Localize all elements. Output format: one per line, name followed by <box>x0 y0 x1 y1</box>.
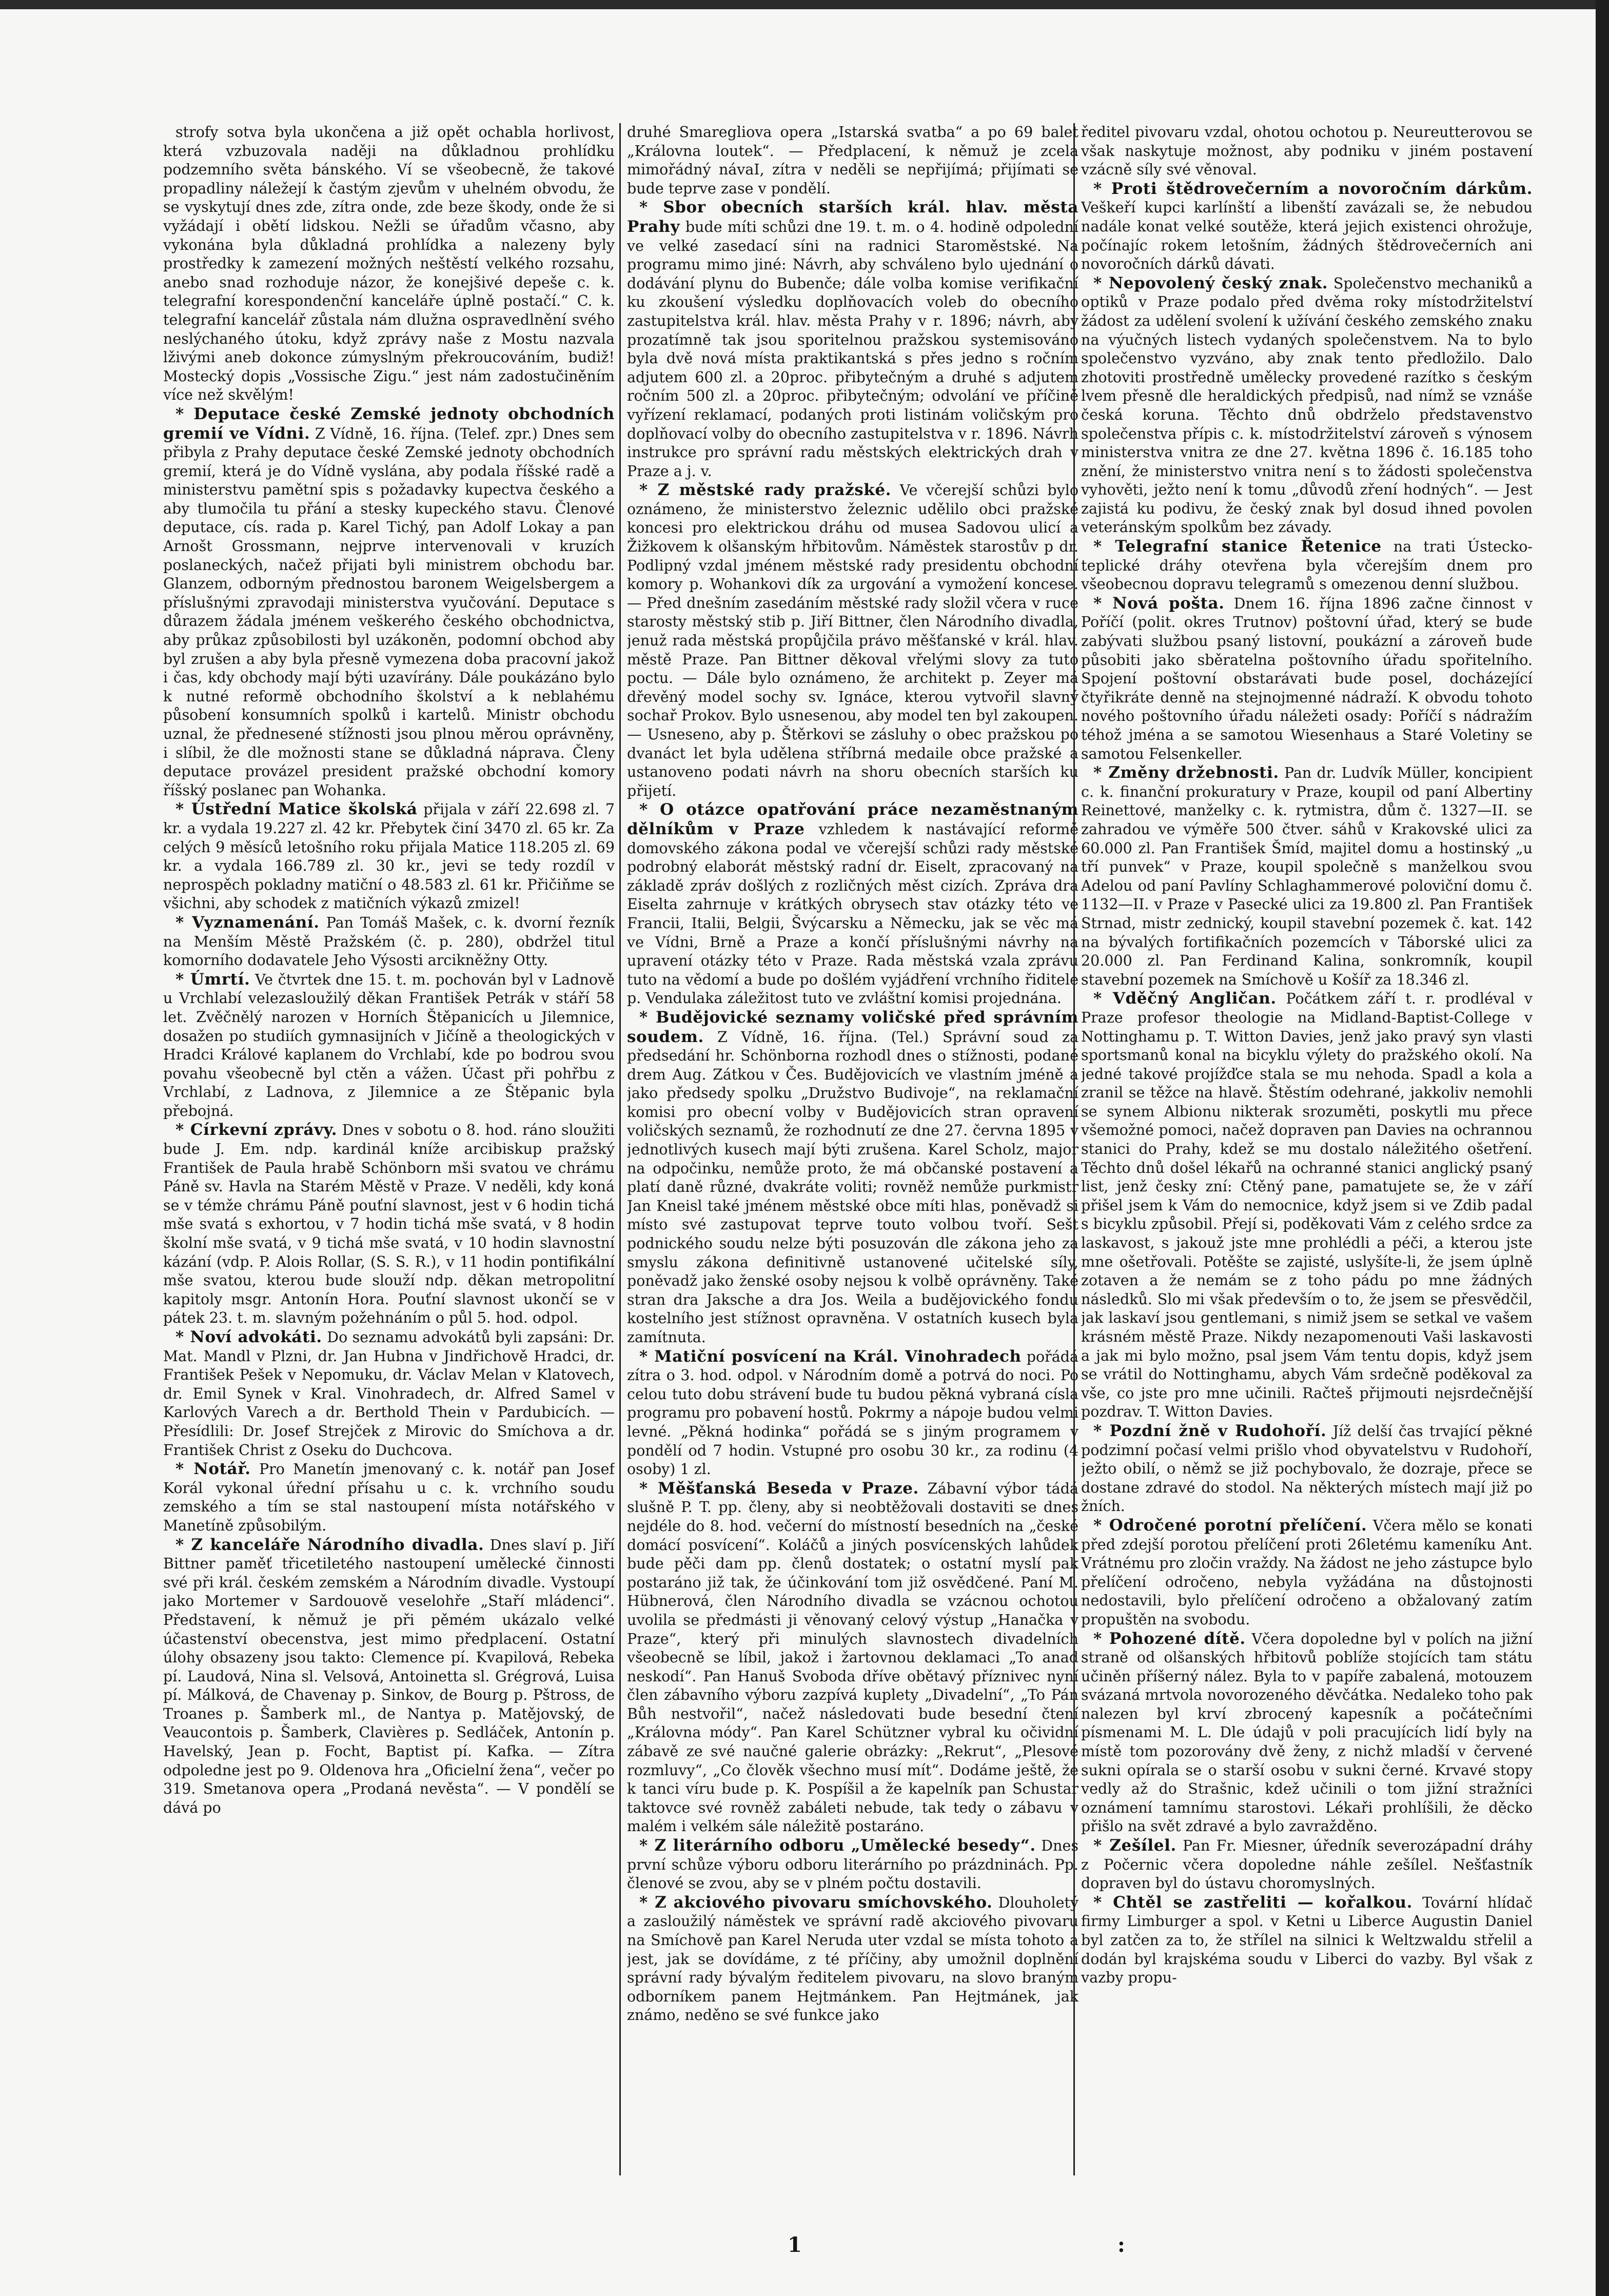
article-text: Pro Manetín jmenovaný c. k. notář pan Josef Korál vykonal úřední přísahu u c. k. vrchního soudu zemského a tím se stal nastoupení místa notářského v Manetíně způsobilým. <box>163 1461 615 1534</box>
scan-top-edge <box>0 0 1609 9</box>
article-text: Počátkem září t. r. prodléval v Praze profesor theologie na Midland-Baptist-College v Nottinghamu p. T. Witton Davies, jenž jako pravý syn vlasti sportsmanů konal na bicyklu výlety do pražského okolí. Na jedné takové projížďce stala se mu nehoda. Spadl a kola a zranil se těžce na hlavě. Štěstím odehrané, jakkoliv nemohli se synem Albionu nikterak srozuměti, poskytli mu přece všemožné pomoci, načež dopraven pan Davies na ochrannou stanici do Prahy, kdež se mu dostalo náležitého ošetření. Těchto dnů došel lékařů na ochranné stanici anglický psaný list, jenž česky zní: Ctěný pane, pamatujete se, že v září přišel jsem k Vám do nemocnice, když jsem si ve Zdib padal s bicyklu způsobil. Přejí si, poděkovati Vám z celého srdce za laskavost, s jakouž jste mne prohlédli a péči, a kterou jste mne ošetřovali. Potěšte se zajisté, usly​šíte-li, že jsem úplně zotaven a že nemám se z toho pádu po mne žádných následků. Slo mi však především o to, že jsem se přesvědčil, jak laskaví jsou gentlemani, s nimiž jsem se setkal ve vašem krásném městě Praze. Nikdy nezapomenouti Vaši laskavosti a jak mi bylo možno, psal jsem Vám tentu dopis, když jsem se vrátil do Nottinghamu, abych Vám srdečně poděkoval za vše, co jste pro mne učinili. Račteš přijmouti nejsrdečnější pozdrav. T. Witton Davies. <box>1081 990 1533 1421</box>
article-text: Společenstvo mechaniků a optiků v Praze podalo před dvěma roky místodržitelství žádost za udělení svolení k užívání českého zemského znaku na výučných listech vydaných společenstvem. Na to bylo společenstvo vyzváno, aby znak tento předložilo. Dalo zhotoviti prostředně umělecky provedené razítko s českým lvem přesně dle heraldických předpisů, nad nímž se vznáše česká koruna. Těchto dnů obdrželo představenstvo společenstva přípis c. k. místodržitelství zároveň s výnosem ministerstva vnitra ze dne 27. května 1896 č. 16.185 toho znění, že ministerstvo vnitra není s to žádosti společenstva vyhověti, ježto není k tomu „důvodů zření hodných“. — Jest zajistá ku podivu, že český znak byl dosud ihned povolen veteránským spolkům bez závady. <box>1081 274 1533 536</box>
article-paragraph <box>627 1008 1078 1347</box>
article-headline: * Odročené porotní přelíčení. <box>1093 1516 1367 1535</box>
article-headline: * Nová pošta. <box>1093 594 1225 613</box>
article-text: Tovární hlídač firmy Limburger a spol. v Ketni u Liberce Augustin Daniel byl zatčen za to, že střílel na silnici k Weltzwaldu střelil a dodán byl krajskéma soudu v Liberci do vazby. Byl však z vazby propu- <box>1081 1894 1533 1987</box>
article-paragraph <box>163 970 615 1121</box>
article-paragraph <box>163 123 615 405</box>
article-text: Z Vídně, 16. října. (Telef. zpr.) Dnes sem přibyla z Prahy deputace české Zemské jednoty obchodních gremií, která je do Vídně vyslána, aby podala říšské radě a ministerstvu pamětní spis s požadavky kupectva českého a aby tlumočila tu přání a stesky kupeckého stavu. Členové deputace, cís. rada p. Karel Tichý, pan Adolf Lokay a pan Arnošt Grossmann, nejprve intervenovali v kruzích poslaneckých, načež přijati byli ministrem obchodu bar. Glanzem, odborným přednostou baronem Weigelsbergem a příslušnými zpravodaji ministerstva vyučování. Deputace s důrazem žádala jménem veškerého českého obchodnictva, aby průkaz způsobilosti byl uzákoněn, podomní obchod aby byl zrušen a aby byla přesně vymezena doba pracovní jakož i čas, kdy obchody mají býti uzavírány. Dále poukázáno bylo k nutné reformě obchodního školství a k neblahému působení konsumních spolků i kartelů. Ministr obchodu uznal, že přednesené stížnosti jsou plnou měrou oprávněny, i slíbil, že dle možnosti stane se důkladná náprava. Členy deputace provázel president pražské obchodní komory říšský poslanec pan Wohanka. <box>163 425 615 799</box>
folio-mark: : <box>1117 2233 1125 2257</box>
article-text: Pan Tomáš Mašek, c. k. dvorní řezník na Menším Městě Pražském (č. p. 280), obdržel titul komorního dodavatele Jeho Výsosti arcikněžny Otty. <box>163 914 615 969</box>
article-headline: * Úmrtí. <box>175 970 250 989</box>
article-text: Do seznamu advokátů byli zapsáni: Dr. Mat. Mandl v Plzni, dr. Jan Hubna v Jindřichově Hradci, dr. František Pešek v Nepomuku, dr. Václav Melan v Klatovech, dr. Emil Synek v Kral. Vinohradech, dr. Alfred Samel v Karlových Varech a dr. Berthold Thein v Pardubicích. — Přesídlili: Dr. Josef Strejček z Mirovic do Smíchova a dr. František Christ z Oseku do Duchcova. <box>163 1329 615 1459</box>
article-paragraph <box>627 800 1078 1008</box>
article-text: ředitel pivovaru vzdal, ohotou ochotou p. Neureutterovou se však naskytuje možnost, aby podniku v jiném postavení vzácně síly své věnoval. <box>1081 124 1533 179</box>
scan-right-edge <box>1596 0 1609 2296</box>
article-headline: * O otázce opatřování práce nezaměstnaným dělníkům v Praze <box>627 800 1078 838</box>
article-text: Pan dr. Ludvík Müller, koncipient c. k. finanční prokuratury v Praze, koupil od paní Albertiny Reinettové, manželky c. k. rytmistra, dům č. 1327—II. se zahradou ve výměře 500 čtver. sáhů v Krakovské ulici za 60.000 zl. Pan František Šmíd, majitel domu a hostinský „u tří punvek“ v Praze, koupil společně s manželkou svou Adelou od paní Pavlíny Schlaghammerové poloviční domu č. 1132—II. v Praze v Pasecké ulici za 19.800 zl. Pan František Strnad, mistr zednický, koupil stavební pozemek č. kat. 142 na bývalých fortifikačních pozemcích v Táborské ulici za 20.000 zl. Pan Ferdinand Kalina, sonkromník, koupil stavební pozemek na Smíchově u Košíř za 18.346 zl. <box>1081 764 1533 988</box>
column-3 <box>1081 123 1533 2181</box>
article-paragraph <box>1081 1422 1533 1516</box>
article-headline: * Zešílel. <box>1093 1836 1176 1855</box>
article-paragraph <box>1081 1836 1533 1893</box>
article-paragraph <box>163 1536 615 1818</box>
article-text: Dnes slaví p. Jiří Bittner paměť třicetiletého nastoupení umělecké činnosti své při král. českém zemském a Národním divadle. Vystoupí jako Mortemer v Sardouově veselohře „Staří mládenci“. Představení, k němuž je při pěmém ukázalo velké účastenství obecenstva, jest mimo předplacení. Ostatní úlohy obsazeny jsou takto: Clemence pí. Kvapilová, Rebeka pí. Laudová, Nina sl. Velsová, Antoinetta sl. Grégrová, Luisa pí. Málková, de Chavenay p. Sinkov, de Bourg p. Pštross, de Troanes p. Šamberk ml., de Nantya p. Matějovský, de Veaucontois p. Šamberk, Clavières p. Sedláček, Antonín p. Havelský, Jean p. Focht, Baptist pí. Kafka. — Zítra odpoledne jest po 9. Oldenova hra „Oficielní žena“, večer po 319. Smetanova opera „Prodaná nevěsta“. — V pondělí se dává po <box>163 1536 615 1816</box>
article-text: Dnem 16. října 1896 začne činnost v Poříčí (polit. okres Trutnov) poštovní úřad, který se bude zabývati službou psaný listovní, poukázní a zároveň bude působiti jako sběratelna poštovního úřadu spořitelního. Spojení poštovní obstarávati bude posel, docházející čtyřikráte denně na stejnojmenné nádraží. K obvodu tohoto nového poštovního úřadu náležeti osady: Poříčí s nádražím téhož jména a se samotou Wiesenhaus a Staré Voletiny se samotou Felsenkeller. <box>1081 595 1533 762</box>
folio-mark: 1 <box>788 2233 802 2257</box>
column-2 <box>627 123 1078 2181</box>
article-headline: * Matiční posvícení na Král. Vinohradech <box>639 1347 1022 1366</box>
article-paragraph <box>1081 123 1533 180</box>
article-paragraph <box>627 1347 1078 1479</box>
article-paragraph <box>1081 594 1533 763</box>
article-text: na trati Ústecko-teplické dráhy otevřena byla včerejším dnem pro všeobecnou dopravu telegramů s omezenou denní službou. <box>1081 538 1533 593</box>
article-headline: * Proti štědrovečerním a novoročním dárkům. <box>1093 179 1533 198</box>
article-paragraph <box>627 1479 1078 1836</box>
article-paragraph <box>627 123 1078 198</box>
article-text: vzhledem k nastávající reformě domovského zákona podal ve včerejší schůzi rady městské podrobný elaborát městský radní dr. Eiselt, zpracovaný na základě zpráv došlých z rozličných měst cizích. Zpráva dra Eiselta zahrnuje v krátkých obrysech stav otázky této ve Francii, Italii, Belgii, Švýcarsku a Německu, jak se věc má ve Vídni, Brně a Praze a končí příslušnými návrhy na upravení otázky této v Praze. Rada městská vzala zprávu tuto na vědomí a bude po došlém vyjádření vrchního řiditele p. Vendulaka záležitost tuto ve zvláštní komisi projednána. <box>627 820 1078 1007</box>
article-paragraph <box>163 1460 615 1535</box>
article-headline: * Z literárního odboru „Umělecké besedy“. <box>639 1836 1036 1855</box>
article-headline: * Notář. <box>175 1460 251 1479</box>
article-paragraph <box>163 1121 615 1328</box>
article-text: Včera mělo se konati před zdejší porotou přelíčení proti 26letému kameníku Ant. Vrátnému pro zločin vraždy. Na žádost ne jeho zástupce bylo přelíčení odročeno, nebyla vyžádána na důstojnosti nedostavili, bylo přelíčení odročeno a obžalovaný zatím propuštěn na svobodu. <box>1081 1517 1533 1628</box>
article-text: Dnes první schůze výboru odboru literárního po prázdninách. Pp. členové se zvou, aby se v plném počtu dostavili. <box>627 1837 1078 1892</box>
article-text: Z Vídně, 16. října. (Tel.) Správní soud za předsedání hr. Schönborna rozhodl dnes o stížnosti, podané drem Aug. Zátkou v Čes. Budějovicích ve vlastním jméně a jako předsedy spolku „Družstvo Budivoje“, na reklamační komisi pro obecní volby v Budějovicích stran opravení voličských seznamů, že rozhodnutí ze dne 27. června 1895 v jednotlivých kusech mají býti zrušena. Karel Scholz, major na odpočinku, nemůže proto, že má občanské postavení a platí daně různé, dvakráte voliti; rovněž nemůže purkmistr Jan Kneisl také jménem městské obce míti hlas, poněvadž si místo své zastupovat teprve touto volbou tvoří. Sešt podnického soudu nelze býti posuzován dle zákona jeho za smyslu zákona definitivně ustanovené učitelské síly, poněvadž jako ženské osoby nejsou k volbě oprávněny. Také stran dra Jaksche a dra Jos. Weila a budějovického fondu kostelního jest stížnost opravněna. V ostatních kusech byla zamítnuta. <box>627 1028 1078 1346</box>
article-headline: * Vděčný Angličan. <box>1093 989 1277 1008</box>
article-headline: * Církevní zprávy. <box>175 1121 338 1140</box>
article-paragraph <box>627 1893 1078 2025</box>
article-headline: * Nepovolený český znak. <box>1093 273 1328 292</box>
article-text: Včera dopoledne byl v polích na jižní straně od olšanských hřbitovů poblíže stojících tam státu učiněn příšerný nález. Byla to v papíře zabalená, motouzem svázaná mrtvola novorozeného děvčátka. Nedaleko toho pak nalezen byl krví zbrocený kapesník a počátečními písmenami M. L. Dle údajů v poli pracujících lidí byly na místě tom pozorovány dvě ženy, z nichž mladší v červené sukni opírala se o starší osobu v sukni černé. Krvavé stopy vedly až do Strašnic, kdež učinili o tom jižní stražníci oznámení tamnímu starostovi. Lékaři prohlíšili, že děcko přišlo na svět zdravé a bylo zavražděno. <box>1081 1630 1533 1835</box>
article-text: Ve včerejší schůzi bylo oznámeno, že ministerstvo železnic udělilo obci pražské koncesi pro elektrickou dráhu od musea Sadovou ulicí a Žižkovem k olšanským hřbitovům. Náměstek starostův p dr. Podlipný vzdal jménem městské rady presidentu obchodní komory p. Wohankovi dík za urgování a vymožení koncese. — Před dnešním zasedáním městské rady složil včera v ruce starosty městský stib p. Jiří Bittner, člen Národního divadla, jenuž rada městská propůjčila právo měšťanské v král. hlav. městě Praze. Pan Bittner děkoval vřelými slovy za tuto poctu. — Dále bylo oznámeno, že architekt p. Zeyer má dřevěný model sochy sv. Ignáce, kterou vytvořil slavný sochař Prokov. Bylo usnesenou, aby model ten byl zakoupen. — Usneseno, aby p. Štěrkovi se zásluhy o obec pražskou po dvanáct let byla udělena stříbrná medaile obce pražské a ustanoveno podati návrh na shoru obecních starších ku přijetí. <box>627 482 1078 799</box>
article-headline: * Chtěl se zastřeliti — kořalkou. <box>1093 1893 1413 1912</box>
article-paragraph <box>1081 1516 1533 1630</box>
article-text: Ve čtvrtek dne 15. t. m. pochován byl v Ladnově u Vrchlabí velezasloužilý děkan František Petrák v stáří 58 let. Zvěčnělý narozen v Horních Štěpanicích u Jilemnice, dosažen po studiích gymnasijních v Jičíně a theologických v Hradci Králové kaplanem do Vrchlabí, kde po bodrou svou povahu všeobecně byl ctěn a vážen. Účast při pohřbu z Vrchlabí, z Ladnova, z Jilemnice a ze Štěpanic byla přebojná. <box>163 971 615 1120</box>
article-paragraph <box>163 405 615 800</box>
article-paragraph <box>1081 989 1533 1422</box>
article-headline: * Pozdní žně v Rudohoří. <box>1093 1421 1327 1440</box>
article-headline: * Telegrafní stanice Řetenice <box>1093 537 1382 556</box>
article-text: přijala v září 22.698 zl. 7 kr. a vydala 19.227 zl. 42 kr. Přebytek činí 3470 zl. 65 kr. Za celých 9 měsíců letošního roku přijala Matice 118.205 zl. 69 kr. a vydala 166.789 zl. 30 kr., jevi se tedy rozdíl v neprospěch pokladny matiční o 48.583 zl. 61 kr. Přičiňme se všichni, aby schodek z matičních výkazů zmizel! <box>163 801 615 912</box>
article-paragraph <box>627 1836 1078 1893</box>
article-text: Jíž delší čas trvající pěkné podzimní počasí velmi prišlo vhod obyvatelstvu v Rudohoří, ježto obilí, o němž se již pochybovalo, že dozraje, přece se dostane zdravé do stodol. Na některých místech mají již po žních. <box>1081 1422 1533 1515</box>
article-paragraph <box>627 481 1078 800</box>
article-paragraph <box>1081 1893 1533 1988</box>
article-text: Zábavní výbor tádá slušně P. T. pp. členy, aby si neobtěžovali dostaviti se dnes nejdéle do 8. hod. večerní do místností besedních na „české domácí posvícení“. Koláčů a jiných posvícenských lahůdek bude pěči dam pp. členů dostatek; o ostatní myslí pak postaráno již tak, že účinkování tom již osvědčené. Paní M. Hübnerová, člen Národního divadla se vzácnou ochotou uvolila se předmásti ji věnovaný celový výstup „Hanačka v Praze“, který při minulých slavnostech divadelních všeobecně se líbil, jakož i žartovnou deklamaci „To anad neskodí“. Pan Hanuš Svoboda dříve obětavý příznivec nyní člen zábavního výboru zazpívá kuplety „Divadelní“, „To Pán Bůh nestvořil“, načež následovati bude besední čtení „Královna módy“. Pan Karel Schützner vybral ku očividní zábavě ze své naučné galerie obrázky: „Rekrut“, „Plesové rozmluvy“, „Co člověk všechno musí mít“. Dodáme ještě, že k tanci víru bude p. K. Pospíšil a že kapelník pan Schustar taktovce své rovněž zabáleti nebude, tak tedy o zábavu v malém i velkém sále náležitě postaráno. <box>627 1480 1078 1835</box>
article-headline: * Z akciového pivovaru smíchovského. <box>639 1893 993 1912</box>
article-headline: * Deputace české Zemské jednoty obchodních gremií ve Vídni. <box>163 404 615 443</box>
article-headline: * Z městské rady pražské. <box>639 481 892 500</box>
article-paragraph <box>1081 180 1533 274</box>
article-paragraph <box>163 800 615 913</box>
article-text: pořádá zítra o 3. hod. odpol. v Národním domě a potrvá do noci. Po celou tuto dobu strávení bude tu budou pěkná vybraná císla programu pro pobavení hostů. Pokrmy a nápoje budou velmi levné. „Pěkná hodinka“ pořádá se s jiným programem v pondělí od 7 hodin. Vstupné pro osobu 30 kr., za rodinu (4 osoby) 1 zl. <box>627 1348 1078 1478</box>
article-headline: * Změny držebnosti. <box>1093 763 1279 782</box>
article-headline: * Noví advokáti. <box>175 1328 322 1346</box>
article-headline: * Sbor obecních starších král. hlav. města Prahy <box>627 198 1078 236</box>
article-paragraph <box>627 198 1078 481</box>
article-text: Pan Fr. Miesner, úředník severozápadní dráhy z Počernic včera dopoledne náhle zešílel. Nešťastník dopraven byl do ústavu choromyslných. <box>1081 1837 1533 1892</box>
article-headline: * Pohozené dítě. <box>1093 1629 1246 1648</box>
article-paragraph <box>1081 763 1533 989</box>
article-paragraph <box>163 1328 615 1460</box>
article-headline: * Měšťanská Beseda v Praze. <box>639 1479 919 1498</box>
article-paragraph <box>1081 537 1533 594</box>
article-headline: * Budějovické seznamy voličské před správním soudem. <box>627 1008 1078 1046</box>
article-text: Veškeří kupci karlínští a libenští zavázali se, že nebudou nadále konat velké soutěže, která jejich existenci ohrožuje, počínajíc rokem letošním, žádných štědrovečerních ani novoročních dárků dávati. <box>1081 199 1533 273</box>
article-text: Dlouholetý a zasloužilý náměstek ve správní radě akciového pivovaru na Smíchově pan Karel Neruda uter vzdal se místa tohoto a jest, jak se dovídáme, z té příčiny, aby umožnil doplnění správní rady bývalým ředitelem pivovaru, na slovo braným odborníkem panem Hejtmánkem. Pan Hejtmánek, jak známo, neděno se své funkce jako <box>627 1894 1078 2024</box>
column-1 <box>163 123 615 2181</box>
article-headline: * Z kanceláře Národního divadla. <box>175 1535 484 1554</box>
article-text: druhé Smaregliova opera „Istarská svatba“ a po 69 balet „Královna loutek“. — Předplacení, k němuž je zcela mimořádný návaI, zítra v neděli se nepřijímá; přijímati se bude teprve zase v pondělí. <box>627 124 1078 197</box>
article-paragraph <box>1081 1630 1533 1837</box>
article-headline: * Vyznamenání. <box>175 913 320 932</box>
article-text: Dnes v sobotu o 8. hod. ráno sloužiti bude J. Em. ndp. kardinál kníže arcibiskup pražský František de Paula hrabě Schönborn mši svatou ve chrámu Páně sv. Havla na Starém Městě v Praze. V neděli, kdy koná se v témže chrámu Páně pouťní slavnost, jest v 6 hodin tichá mše svatá s exhortou, v 7 hodin tichá mše svatá, v 8 hodin školní mše svatá, v 9 tichá mše svatá, v 10 hodin slavnostní kázání (vdp. P. Alois Rollar, (S. S. R.), v 11 hodin pontifikální mše svatou, kterou bude slouží ndp. děkan metropolitní kapitoly msgr. Antonín Hora. Pouťní slavnost ukončí se v pátek 23. t. m. slavným požehnáním o půl 5. hod. odpol. <box>163 1122 615 1327</box>
article-paragraph <box>163 913 615 970</box>
article-headline: * Ústřední Matice školská <box>175 800 418 819</box>
article-text: bude míti schůzi dne 19. t. m. o 4. hodině odpolední ve velké zasedací síni na radnici Staroměstské. Na programu mimo jiné: Návrh, aby schváleno bylo ujednání o dodávání plynu do Bubenče; dále volba komise verifikační ku zkoušení výsledku doplňovacích voleb do obecního zastupitelstva král. hlav. města Prahy v r. 1896; návrh, aby prozatímně tak jsou sporitelnou pražskou systemisováno byla dvě nová místa praktikantská s přes jedno s ročním adjutem 600 zl. a 20proc. přibytečným a druhé s adjutem ročním 500 zl. a 20proc. přibytečným; odvolání ve příčině vyřízení reklamací, podaných proti listinám voličským pro doplňovací volby do obecního zastupitelstva v r. 1896. Návrh instrukce pro správní radu městských elektrických drah v Praze a j. v. <box>627 218 1078 480</box>
article-text: strofy sotva byla ukončena a již opět ochabla horlivost, která vzbuzovala naději na důkladnou prohlídku podzemního světa bánského. Ví se všeobecně, že takové propadliny náležejí k častým zjevům v uhelném obvodu, že se vyskytují dnes zde, zítra onde, zde beze škody, onde že si vyžádají i obětí lidskou. Nežli se úřadům včasno, aby vykonána byla důkladná prohlídka a nalezeny byly prostředky k zamezení možných neštěstí velkého rozsahu, anebo snad rozhoduje názor, že konejšivé depeše c. k. telegrafní korespondenční kanceláře úplně postačí.“ C. k. telegrafní kancelář zůstala nám dlužna ospravedlnění svého neslýchaného útoku, když zprávy naše z Mostu nazvala lživými aneb dokonce zúmyslným překroucováním, budiž! Mostecký dopis „Vossische Zigu.“ jest nám zadostučiněním více než skvělým! <box>163 124 615 404</box>
article-paragraph <box>1081 274 1533 537</box>
column-rule <box>619 123 621 2175</box>
